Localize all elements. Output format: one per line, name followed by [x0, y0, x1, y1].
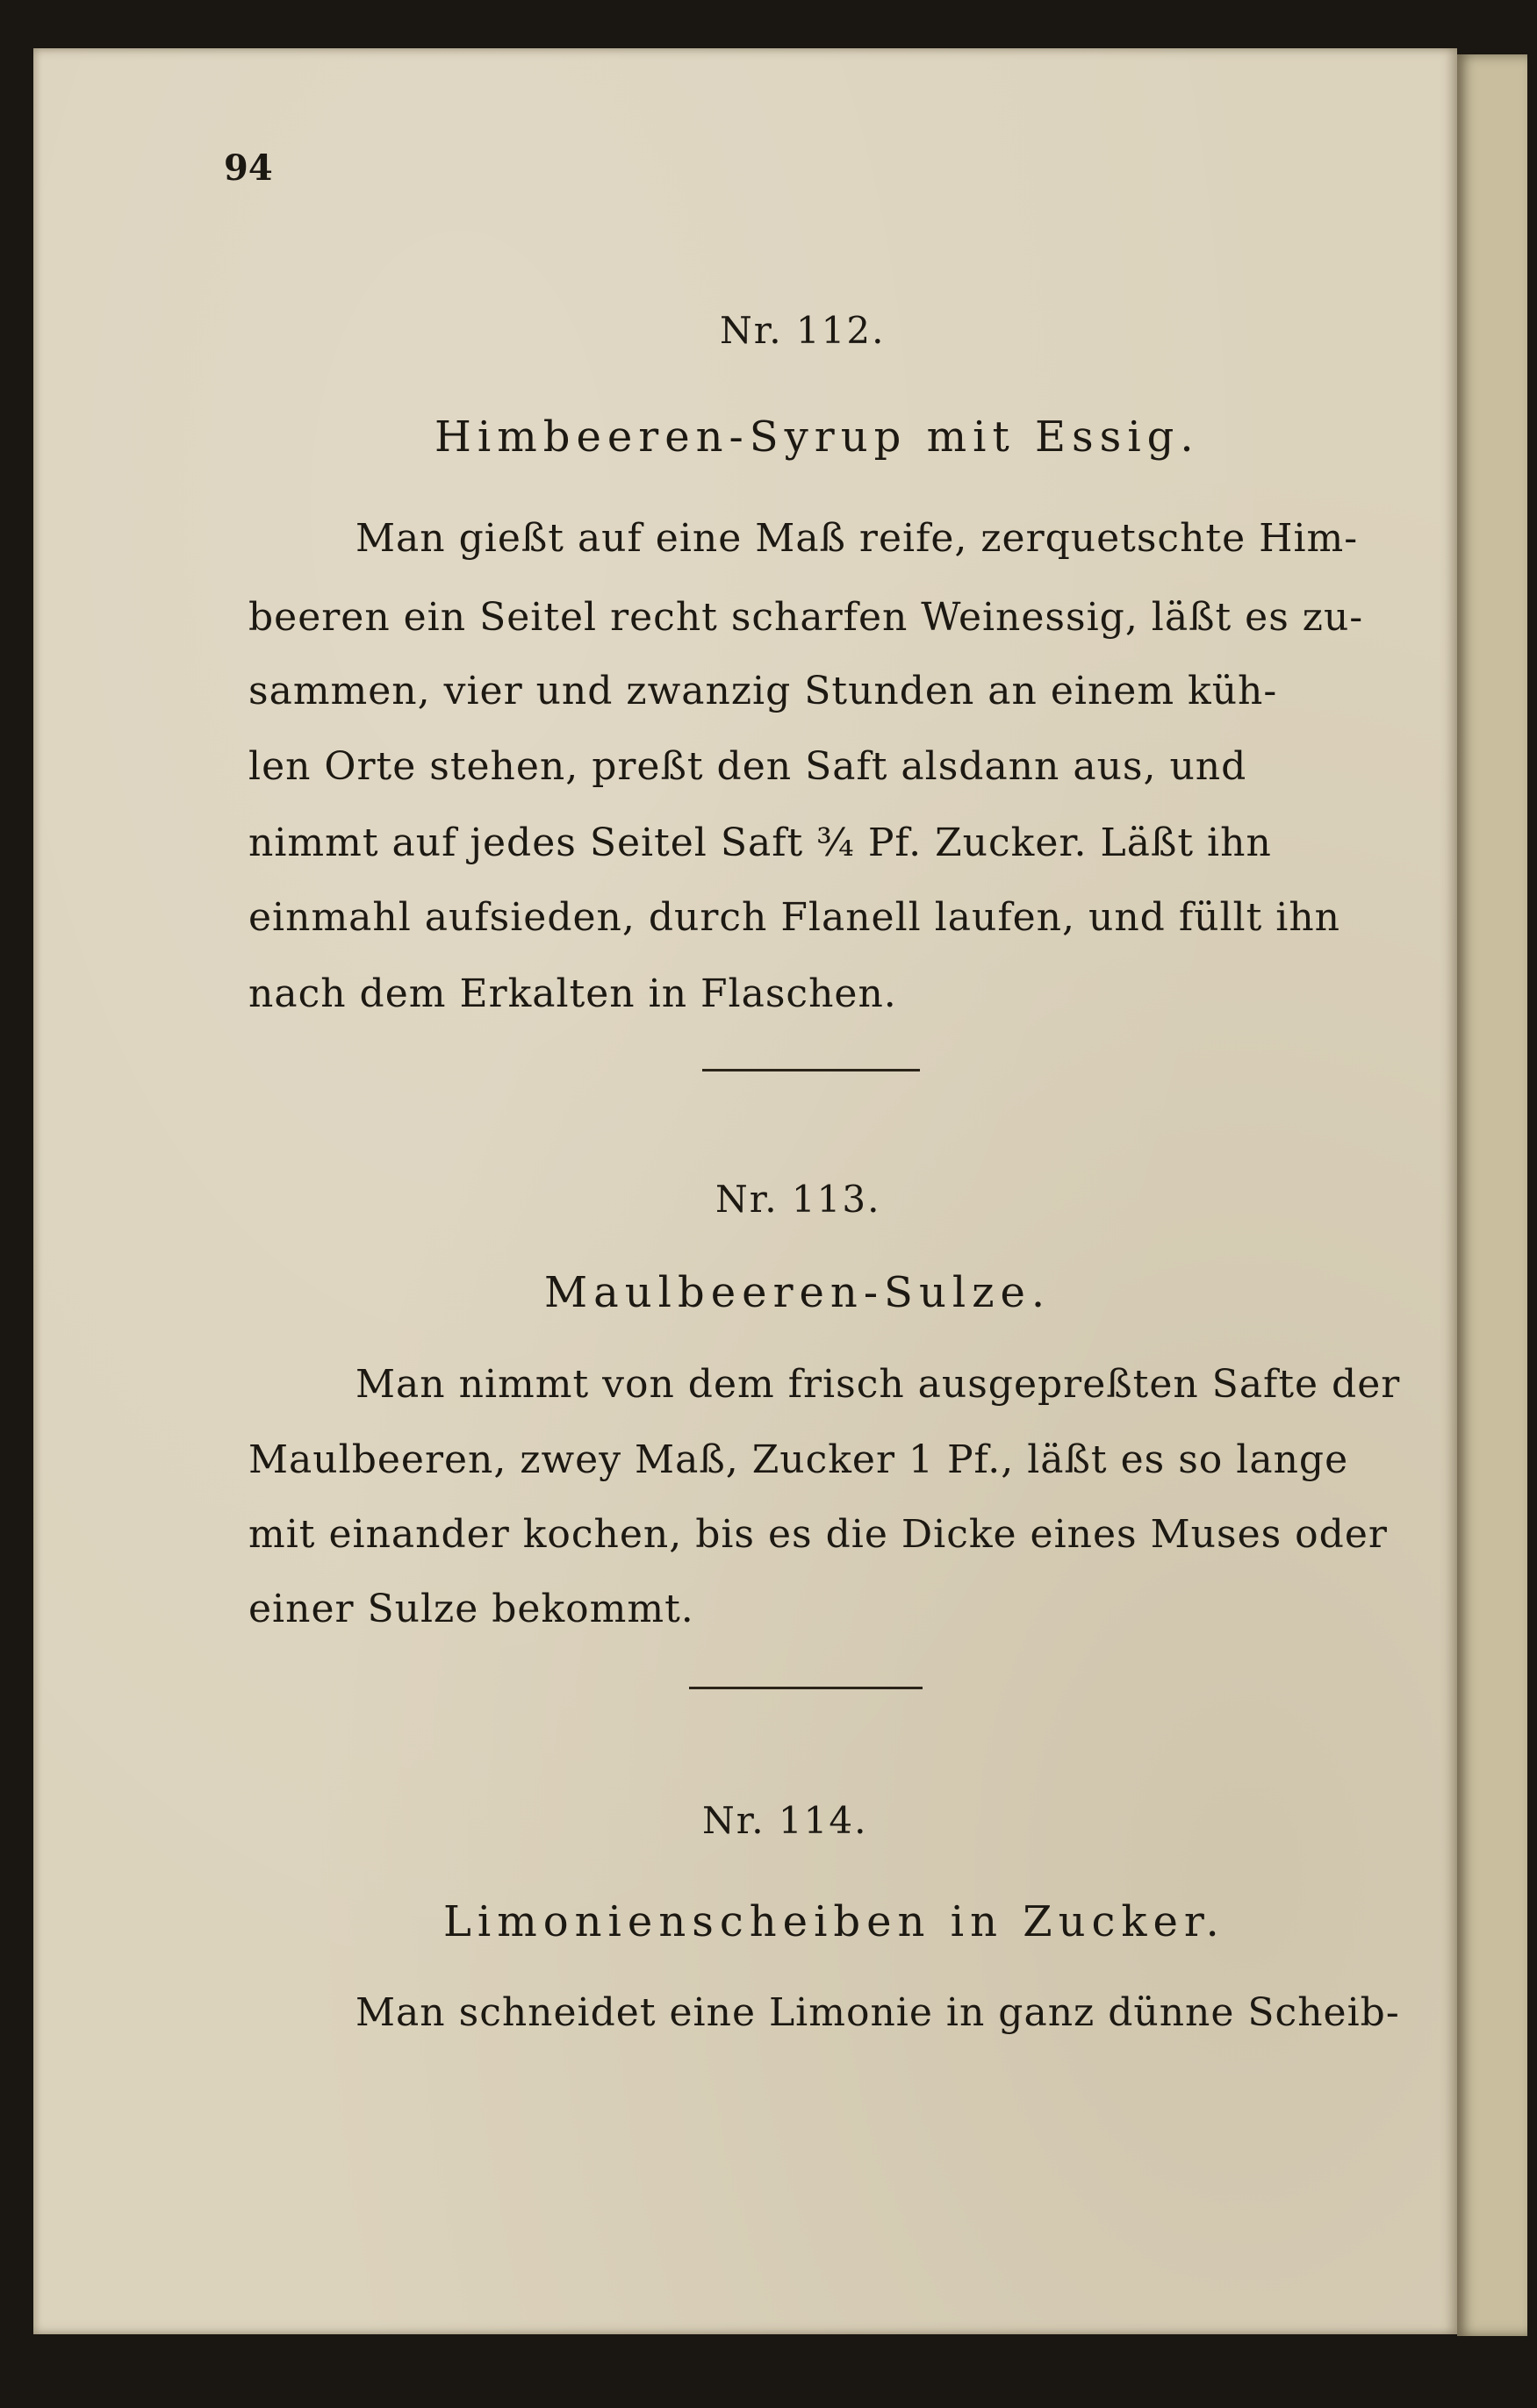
recipe-112-line-1: Man gießt auf eine Maß reife, zerquetschte Him-: [356, 516, 1359, 561]
recipe-112-line-4: len Orte stehen, preßt den Saft alsdann aus, und: [248, 744, 1247, 789]
recipe-number-113: Nr. 113.: [715, 1178, 881, 1221]
recipe-112-line-3: sammen, vier und zwanzig Stunden an einem küh-: [248, 669, 1278, 713]
recipe-112-line-5: nimmt auf jedes Seitel Saft ¾ Pf. Zucker. Läßt ihn: [248, 821, 1272, 865]
recipe-113-line-4: einer Sulze bekommt.: [248, 1587, 694, 1631]
recipe-113-line-3: mit einander kochen, bis es die Dicke eines Muses oder: [248, 1512, 1388, 1557]
section-divider-2: [689, 1687, 923, 1689]
recipe-number-114: Nr. 114.: [702, 1799, 868, 1842]
recipe-number-112: Nr. 112.: [720, 309, 886, 352]
next-page-edge: [1457, 54, 1527, 2336]
recipe-title-112: Himbeeren-Syrup mit Essig.: [435, 412, 1200, 462]
recipe-113-line-2: Maulbeeren, zwey Maß, Zucker 1 Pf., läßt es so lange: [248, 1437, 1349, 1482]
page-number: 94: [224, 147, 273, 189]
recipe-112-line-2: beeren ein Seitel recht scharfen Weinessig, läßt es zu-: [248, 595, 1364, 640]
recipe-title-114: Limonienscheiben in Zucker.: [443, 1897, 1225, 1946]
section-divider-1: [702, 1069, 920, 1071]
recipe-title-113: Maulbeeren-Sulze.: [544, 1268, 1052, 1317]
recipe-114-line-1: Man schneidet eine Limonie in ganz dünne Scheib-: [356, 1990, 1400, 2035]
recipe-113-line-1: Man nimmt von dem frisch ausgepreßten Safte der: [356, 1362, 1401, 1407]
recipe-112-line-7: nach dem Erkalten in Flaschen.: [248, 971, 897, 1016]
recipe-112-line-6: einmahl aufsieden, durch Flanell laufen, und füllt ihn: [248, 895, 1340, 940]
